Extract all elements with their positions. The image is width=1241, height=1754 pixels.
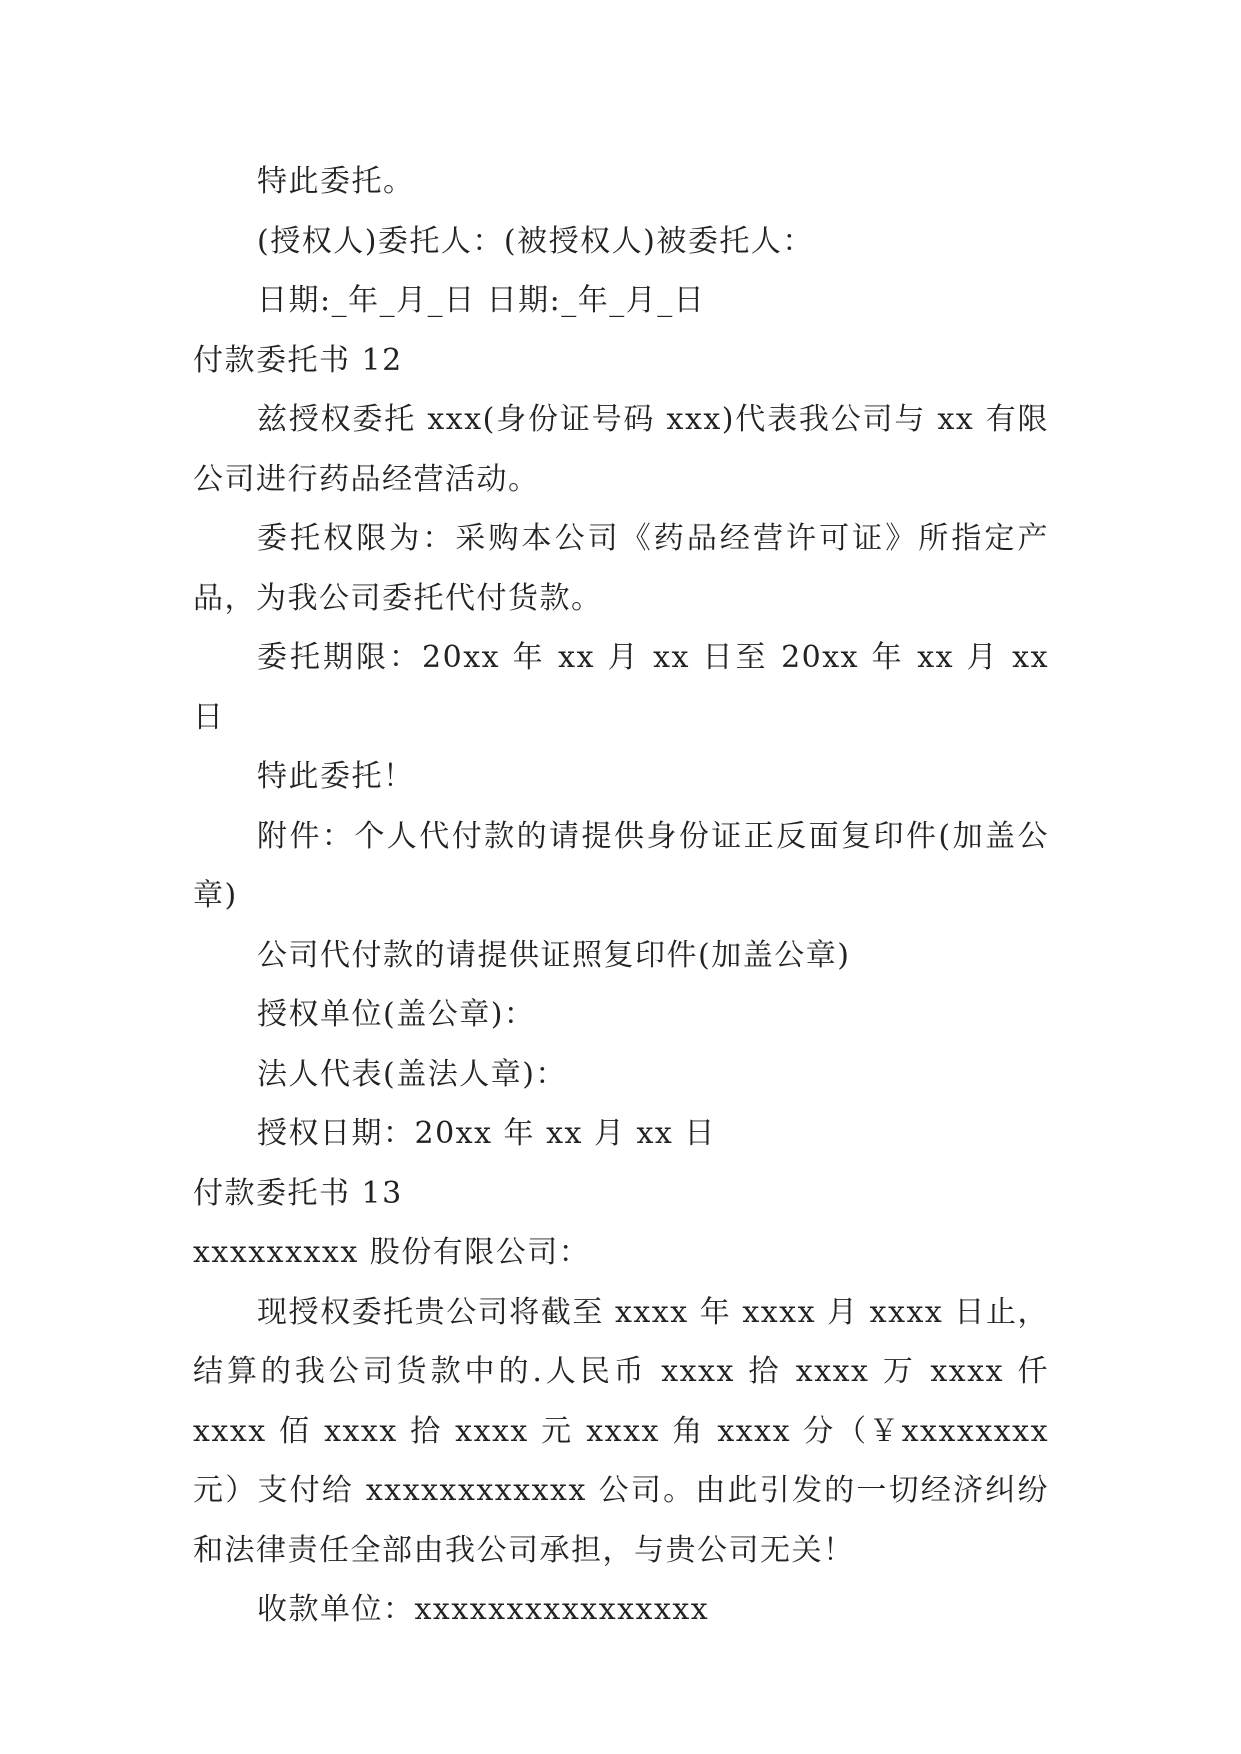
paragraph-dates: 日期:_年_月_日 日期:_年_月_日 [257,283,706,318]
paragraph-scope: 委托权限为：采购本公司《药品经营许可证》所指定产品，为我公司委托代付货款。 [193,521,1049,616]
section-heading-12: 付款委托书 12 [193,342,403,378]
paragraph-payee: 收款单位：xxxxxxxxxxxxxxxx [257,1592,710,1627]
paragraph-closing-2: 特此委托！ [257,759,415,794]
paragraph-authorization-date: 授权日期：20xx 年 xx 月 xx 日 [257,1116,716,1151]
document-body [193,152,1061,1640]
paragraph-legal-rep: 法人代表(盖法人章)： [257,1056,567,1092]
paragraph-authorization: 兹授权委托 xxx(身份证号码 xxx)代表我公司与 xx 有限公司进行药品经营活动。 [193,402,1049,497]
paragraph-payment-instruction: 现授权委托贵公司将截至 xxxx 年 xxxx 月 xxxx 日止，结算的我公司货款中的.人民币 xxxx 拾 xxxx 万 xxxx 仟 xxxx 佰 xxxx 拾 xxxx 元 xxxx 角 xxxx 分（￥xxxxxxxx 元）支付给 xxxxxxxxxxxx 公司。由此引发的一切经济纠纷和法律责任全部由我公司承担，与贵公司无关！ [193,1294,1061,1568]
paragraph-authorizing-unit: 授权单位(盖公章)： [257,997,536,1032]
paragraph-attachment-personal: 附件：个人代付款的请提供身份证正反面复印件(加盖公章) [193,818,1049,913]
paragraph-signatories: (授权人)委托人：(被授权人)被委托人： [257,223,814,259]
paragraph-attachment-company: 公司代付款的请提供证照复印件(加盖公章) [257,937,851,973]
section-heading-13: 付款委托书 13 [193,1175,403,1211]
paragraph-closing: 特此委托。 [257,164,415,199]
paragraph-addressee: xxxxxxxxx 股份有限公司： [193,1235,591,1270]
paragraph-period: 委托期限：20xx 年 xx 月 xx 日至 20xx 年 xx 月 xx 日 [193,640,1061,735]
